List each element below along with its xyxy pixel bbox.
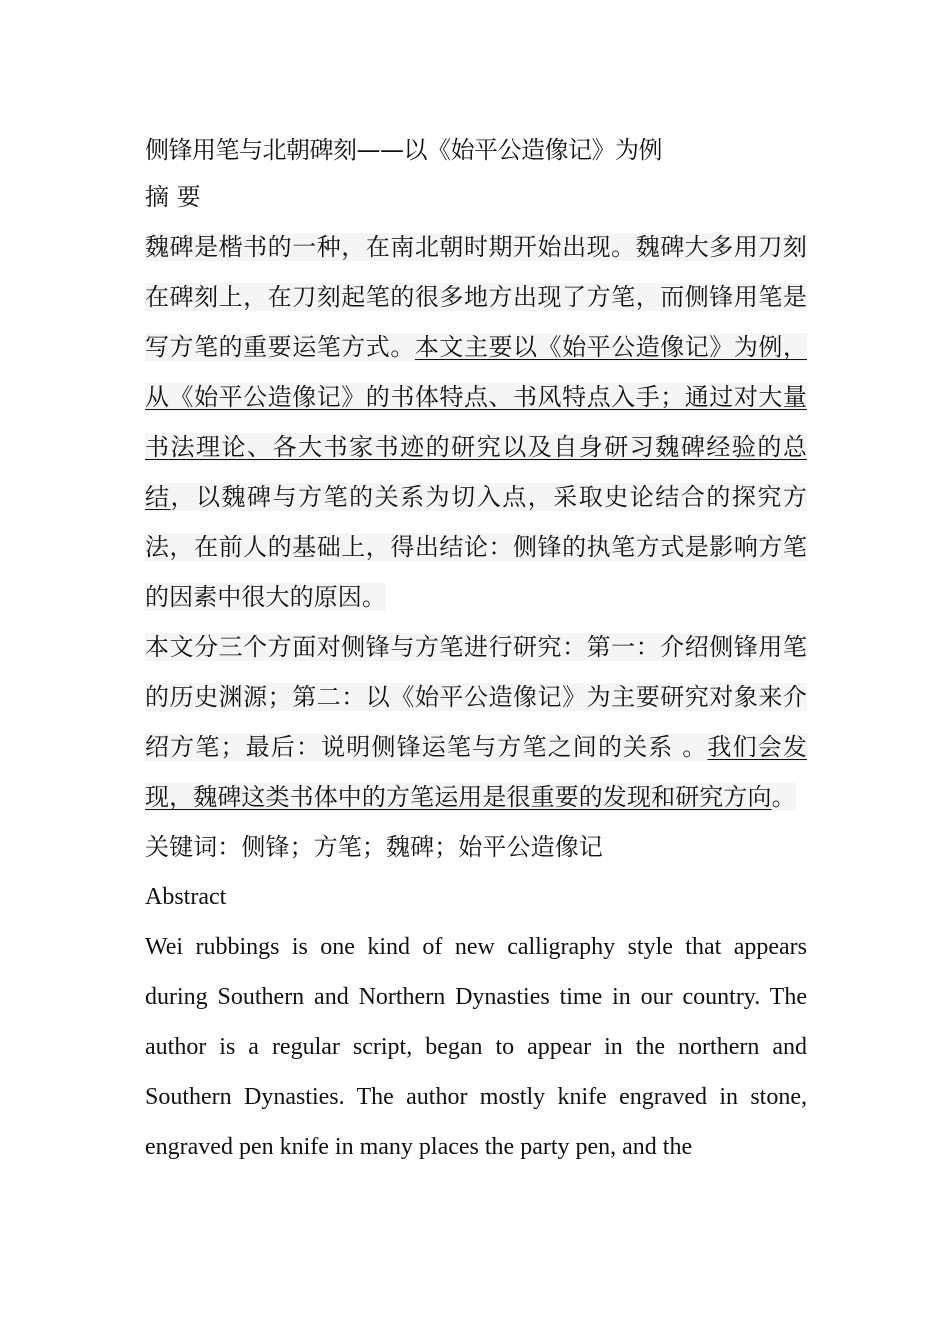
keywords-line: 关键词：侧锋；方笔；魏碑；始平公造像记 (145, 833, 603, 861)
paragraph-1-text-a: 魏碑是楷书的一种，在南北朝时期开始出现。魏碑大多用刀刻在碑刻上，在刀刻起笔的很多地方出现了方笔，而侧锋用笔是写方笔的重要运笔方式。 (145, 233, 807, 361)
paragraph-2-text-b: 。 (771, 783, 796, 811)
paragraph-1-text-b: ，以魏碑与方笔的关系为切入点，采取史论结合的探究方法，在前人的基础上，得出结论：侧锋的执笔方式是影响方笔的因素中很大的原因。 (145, 483, 807, 611)
document-title: 侧锋用笔与北朝碑刻——以《始平公造像记》为例 (145, 136, 662, 164)
paragraph-2-underlined-text: 我们会发现，魏碑这类书体中的方笔运用是很重要的发现和研究方向 (145, 733, 807, 811)
abstract-paragraph-2 (145, 622, 807, 822)
document-page (145, 128, 807, 1172)
paragraph-1-underlined-text: 本文主要以《始平公造像记》为例，从《始平公造像记》的书体特点、书风特点入手；通过对大量书法理论、各大书家书迹的研究以及自身研习魏碑经验的总结 (145, 333, 807, 511)
paragraph-2-text-a: 本文分三个方面对侧锋与方笔进行研究：第一：介绍侧锋用笔的历史渊源；第二：以《始平公造像记》为主要研究对象来介绍方笔；最后：说明侧锋运笔与方笔之间的关系 。 (145, 633, 807, 761)
abstract-heading-en: Abstract (145, 884, 227, 910)
abstract-paragraph-1 (145, 222, 807, 622)
abstract-paragraph-en: Wei rubbings is one kind of new calligraphy style that appears during Southern and Northern Dynasties time in our country. The author is a regular script, began to appear in the northern and Southern Dynasties. The author mostly knife engraved in stone, engraved pen knife in many places the party pen, and the (145, 934, 807, 1160)
abstract-heading-zh: 摘 要 (145, 183, 201, 211)
